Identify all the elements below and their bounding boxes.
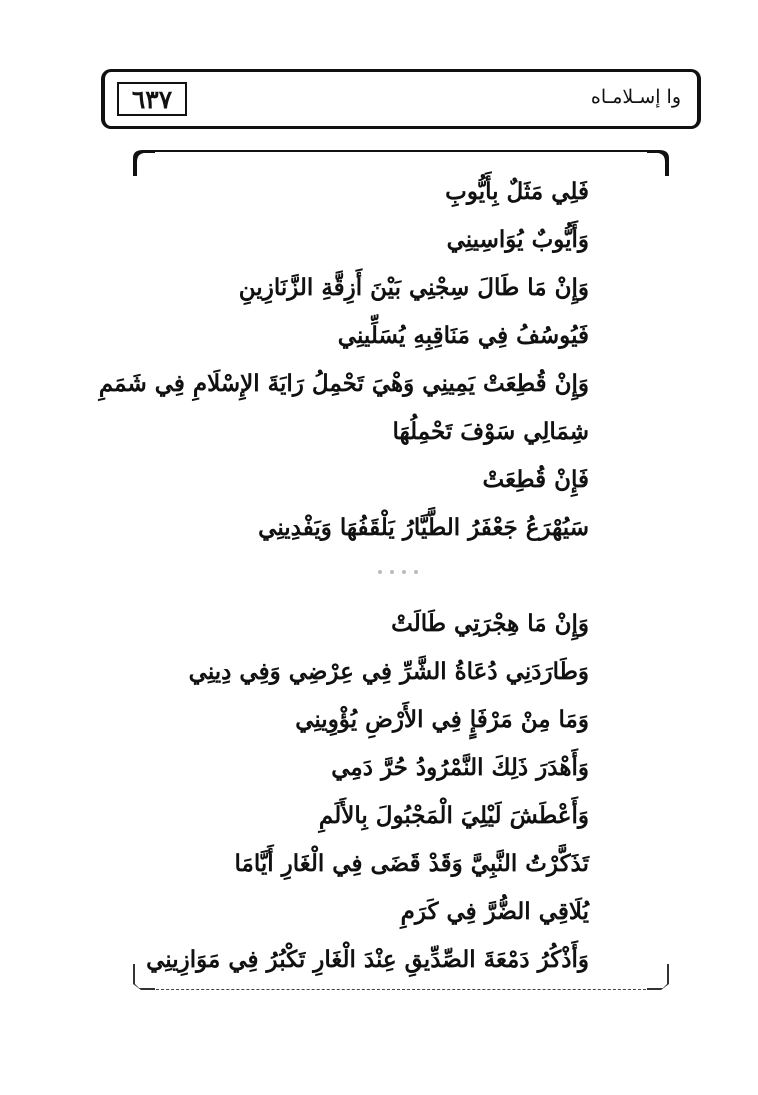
verse-line: تَذَكَّرْتُ النَّبِيَّ وَقَدْ قَضَى فِي الْغَارِ أَيَّامَا	[234, 850, 589, 877]
verse-line: وَإِنْ قُطِعَتْ يَمِينِي وَهْيَ تَحْمِلُ رَايَةَ الإِسْلَامِ فِي شَمَمِ	[98, 370, 589, 397]
verse-line: وَأَيُّوبٌ يُوَاسِينِي	[446, 226, 589, 253]
poem-stanza-1	[98, 168, 589, 552]
verse-line: وَإِنْ مَا هِجْرَتِي طَالَتْ	[391, 610, 589, 637]
verse-line: فَإِنْ قُطِعَتْ	[482, 466, 589, 493]
corner-ornament-top-right-icon	[647, 150, 669, 176]
verse-line: وَطَارَدَنِي دُعَاةُ الشَّرِّ فِي عِرْضِي وَفِي دِينِي	[188, 658, 589, 685]
frame-top-rule	[151, 150, 651, 152]
verse-line: يُلَاقِي الضُّرَّ فِي كَرَمِ	[400, 898, 589, 925]
page-number: ٦٣٧	[117, 82, 187, 116]
verse-line: وَمَا مِنْ مَرْفَإٍ فِي الأَرْضِ يُؤْوِينِي	[295, 706, 589, 733]
verse-line: وَأَعْطَشَ لَيْلِيَ الْمَجْبُولَ بِالأَلَمِ	[318, 802, 589, 829]
verse-line: شِمَالِي سَوْفَ تَحْمِلُهَا	[392, 418, 589, 445]
frame-bottom-rule	[151, 989, 651, 990]
verse-line: وَأَذْكُرُ دَمْعَةَ الصِّدِّيقِ عِنْدَ الْغَارِ تَكْبُرُ فِي مَوَازِينِي	[146, 946, 589, 973]
verse-line: فَيُوسُفُ فِي مَنَاقِبِهِ يُسَلِّينِي	[337, 322, 589, 349]
verse-line: سَيُهْرَعُ جَعْفَرُ الطَّيَّارُ يَلْقَفُهَا وَيَفْدِينِي	[258, 514, 589, 541]
stanza-separator-ornament-icon	[370, 565, 430, 579]
verse-line: وَإِنْ مَا طَالَ سِجْنِي بَيْنَ أَزِقَّةِ الزَّنَازِينِ	[238, 274, 589, 301]
poem-stanza-2	[129, 600, 589, 984]
verse-line: وَأَهْدَرَ ذَلِكَ النَّمْرُودُ حُرَّ دَمِي	[331, 754, 589, 781]
page-header	[101, 69, 701, 129]
corner-ornament-bottom-right-icon	[647, 964, 669, 990]
verse-line: فَلِي مَثَلٌ بِأَيُّوبِ	[445, 178, 589, 205]
running-title: وا إسـلامـاه	[590, 86, 681, 108]
